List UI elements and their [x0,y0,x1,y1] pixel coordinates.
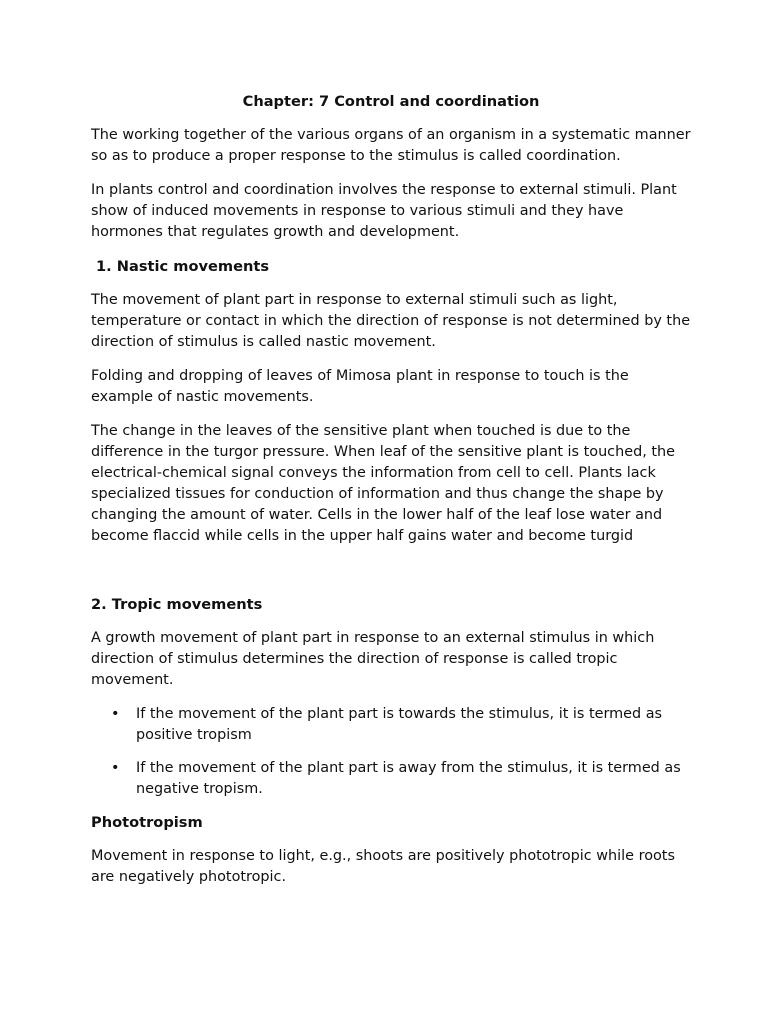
list-item-text: If the movement of the plant part is away from the stimulus, it is termed as negative tropism. [136,760,681,797]
list-item [91,704,691,746]
nastic-heading: 1. Nastic movements [96,258,270,275]
tropism-list [91,704,691,800]
phototropism-heading: Phototropism [91,814,203,831]
tropic-heading: 2. Tropic movements [91,596,263,613]
list-item-text: If the movement of the plant part is towards the stimulus, it is termed as positive tropism [136,706,663,743]
document-body [91,91,691,901]
bullet-icon: • [111,706,120,722]
intro-paragraph: The working together of the various organs of an organism in a systematic manner so as to produce a proper response to the stimulus is called coordination. [91,127,691,164]
nastic-paragraph: The change in the leaves of the sensitive plant when touched is due to the difference in the turgor pressure. When leaf of the sensitive plant is touched, the electrical-chemical signal conveys the information from cell to cell. Plants lack specialized tissues for conduction of information and thus change the shape by changing the amount of water. Cells in the lower half of the leaf lose water and become flaccid while cells in the upper half gains water and become turgid [91,423,675,544]
phototropism-paragraph: Movement in response to light, e.g., shoots are positively phototropic while roots are negatively phototropic. [91,848,675,885]
section-gap [91,560,691,594]
tropic-paragraph: A growth movement of plant part in response to an external stimulus in which direction of stimulus determines the direction of response is called tropic movement. [91,630,655,688]
nastic-paragraph: The movement of plant part in response to external stimuli such as light, temperature or contact in which the direction of response is not determined by the direction of stimulus is called nastic movement. [91,292,691,350]
nastic-paragraph: Folding and dropping of leaves of Mimosa plant in response to touch is the example of nastic movements. [91,368,629,405]
chapter-title: Chapter: 7 Control and coordination [242,93,540,110]
list-item [91,758,691,800]
bullet-icon: • [111,760,120,776]
intro-paragraph: In plants control and coordination involves the response to external stimuli. Plant show of induced movements in response to various stimuli and they have hormones that regulates growth and development. [91,182,677,240]
